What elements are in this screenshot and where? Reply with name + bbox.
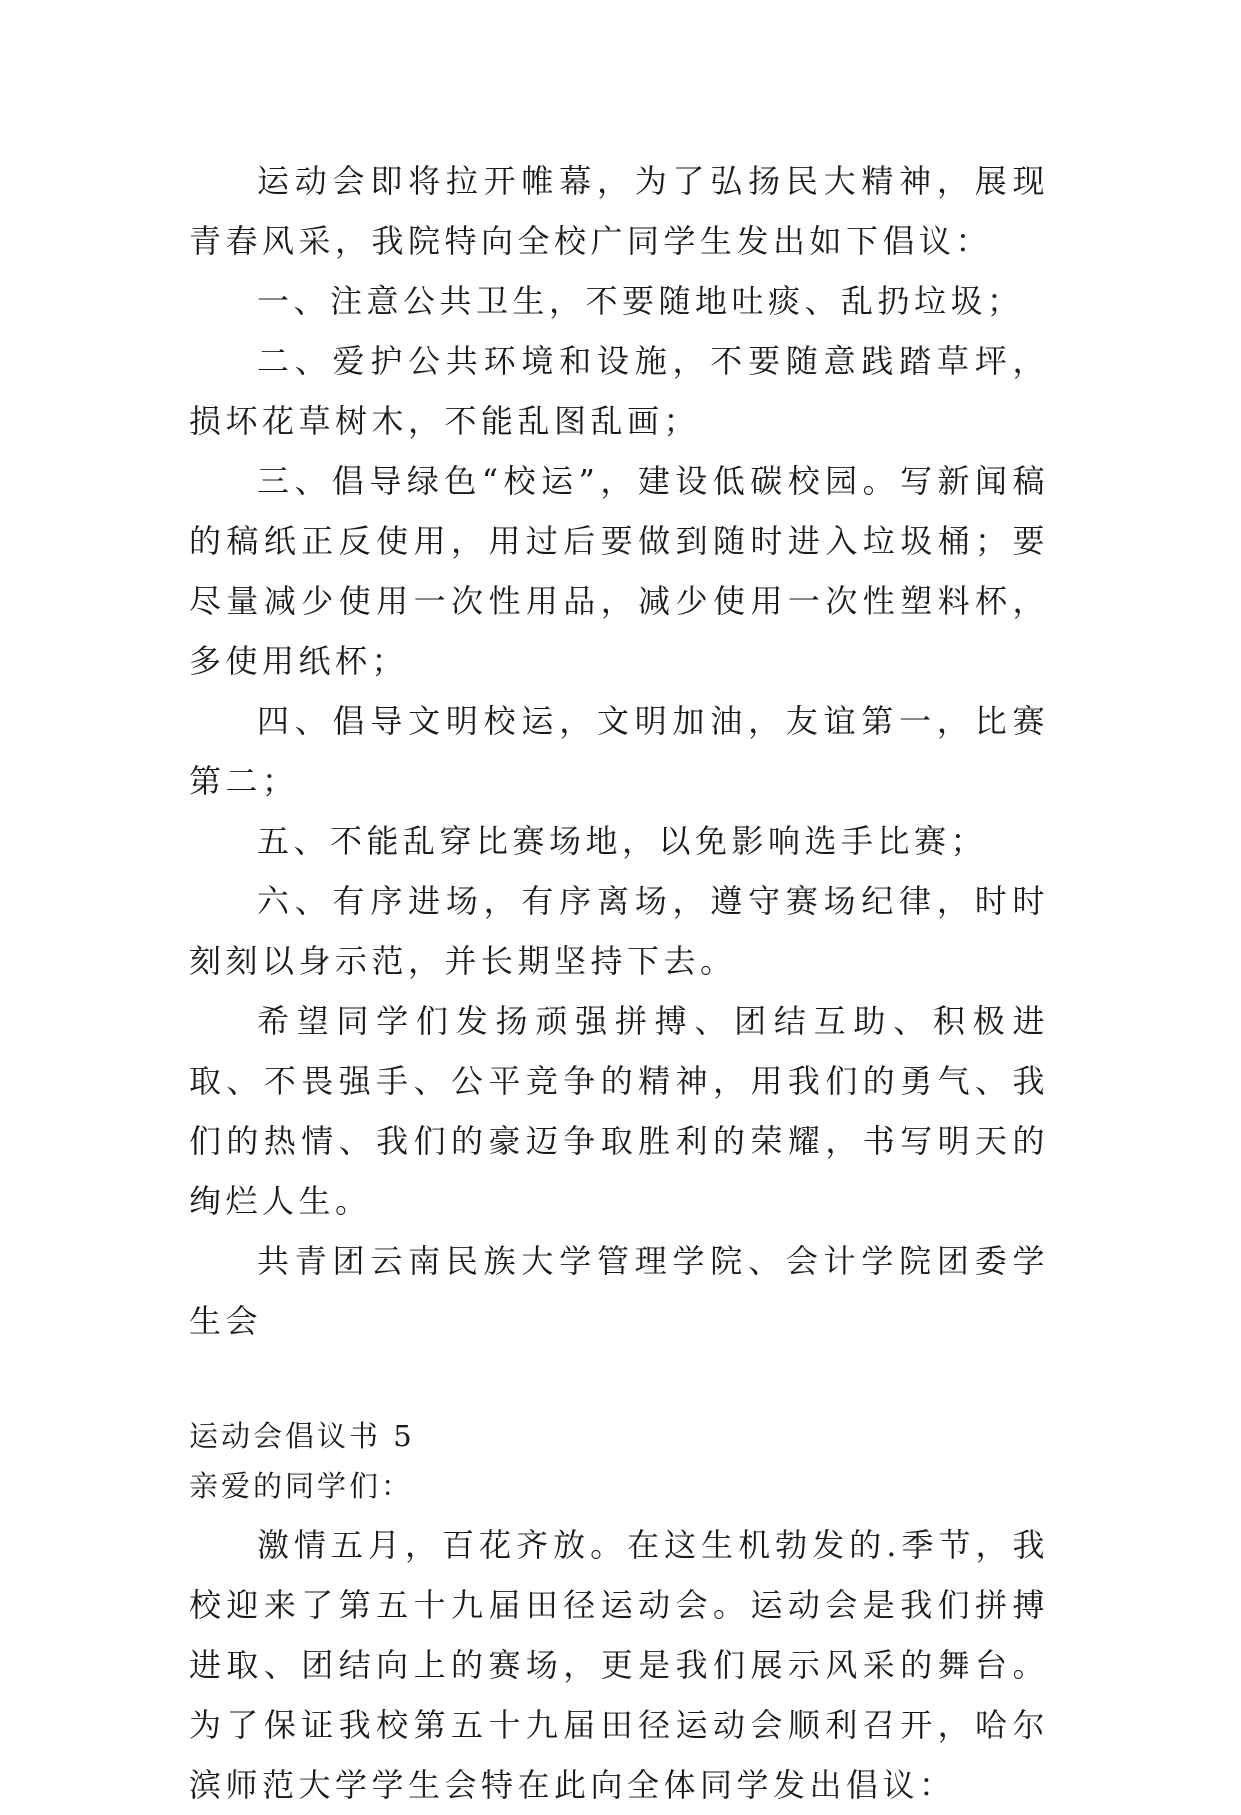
body-paragraph: 激情五月，百花齐放。在这生机勃发的.季节，我校迎来了第五十九届田径运动会。运动会是我们拼搏进取、团结向上的赛场，更是我们展示风采的舞台。为了保证我校第五十九届田径运动会顺利召开，哈尔滨师范大学学生会特在此向全体同学发出倡议：: [189, 1526, 1049, 1804]
proposal-item-4: 四、倡导文明校运，文明加油，友谊第一，比赛第二；: [189, 702, 1049, 800]
proposal-item-6: 六、有序进场，有序离场，遵守赛场纪律，时时刻刻以身示范，并长期坚持下去。: [189, 882, 1049, 980]
document-content: [189, 151, 1049, 1815]
proposal-item-3: 三、倡导绿色“校运”，建设低碳校园。写新闻稿的稿纸正反使用，用过后要做到随时进入垃圾桶；要尽量减少使用一次性用品，减少使用一次性塑料杯，多使用纸杯；: [189, 462, 1049, 680]
closing-paragraph: 希望同学们发扬顽强拼搏、团结互助、积极进取、不畏强手、公平竞争的精神，用我们的勇气、我们的热情、我们的豪迈争取胜利的荣耀，书写明天的绚烂人生。: [189, 1002, 1049, 1220]
salutation: 亲爱的同学们：: [189, 1469, 414, 1503]
proposal-item-1: 一、注意公共卫生，不要随地吐痰、乱扔垃圾；: [257, 282, 1024, 320]
proposal-item-2: 二、爱护公共环境和设施，不要随意践踏草坪，损坏花草树木，不能乱图乱画；: [189, 342, 1049, 440]
section-title: 运动会倡议书 5: [189, 1419, 415, 1453]
signature-line: 共青团云南民族大学管理学院、会计学院团委学生会: [189, 1242, 1049, 1340]
intro-paragraph: 运动会即将拉开帷幕，为了弘扬民大精神，展现青春风采，我院特向全校广同学生发出如下倡议：: [189, 162, 1049, 260]
proposal-item-5: 五、不能乱穿比赛场地，以免影响选手比赛；: [257, 822, 988, 860]
section-gap: [189, 1351, 1049, 1411]
